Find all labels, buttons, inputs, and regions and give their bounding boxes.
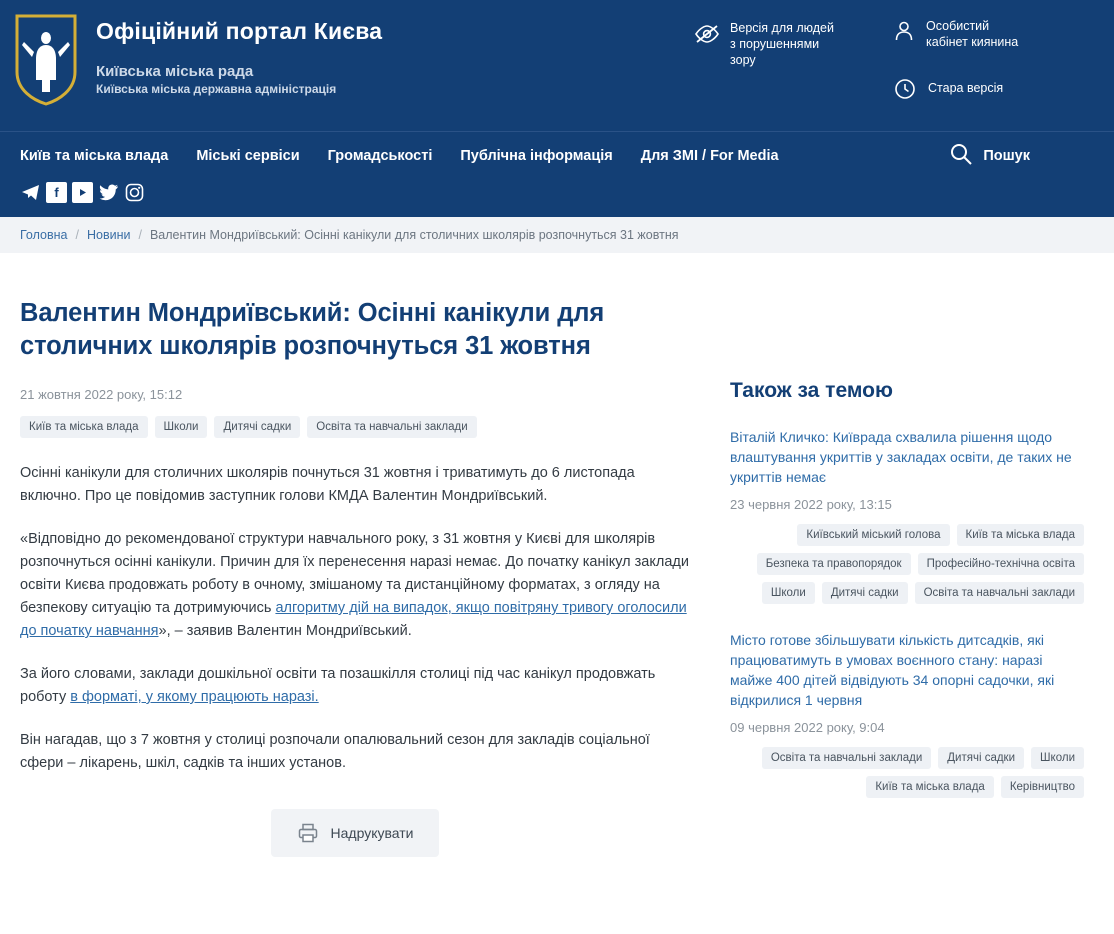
user-icon <box>894 20 914 47</box>
header-account-column <box>894 18 1094 131</box>
kyiv-coat-of-arms-logo[interactable] <box>14 14 78 106</box>
nav-item-public-information[interactable]: Публічна інформація <box>460 148 613 164</box>
paragraph-text: Він нагадав, що з 7 жовтня у столиці розпочали опалювальний сезон для закладів соціальної сфери – лікарень, шкіл, садків та інших установ. <box>20 732 650 771</box>
related-article-tag-list <box>730 747 1084 798</box>
print-row <box>20 809 690 857</box>
search-label: Пошук <box>983 148 1030 164</box>
nav-item-city-services[interactable]: Міські сервіси <box>196 148 300 164</box>
telegram-icon[interactable] <box>20 182 41 203</box>
article-column <box>20 253 720 897</box>
related-sidebar <box>720 253 1084 897</box>
related-article-date: 23 червня 2022 року, 13:15 <box>730 497 892 512</box>
old-version-label: Стара версія <box>928 81 1004 95</box>
twitter-icon[interactable] <box>98 182 119 203</box>
breadcrumb <box>0 217 1114 253</box>
page-content <box>0 253 1114 897</box>
print-button[interactable] <box>271 809 440 857</box>
personal-cabinet-line-2: кабінет киянина <box>926 35 1019 49</box>
related-tag[interactable]: Київський міський голова <box>797 524 949 546</box>
related-tag[interactable]: Дитячі садки <box>938 747 1024 769</box>
social-links <box>0 182 1114 203</box>
eye-slash-icon <box>694 24 720 49</box>
article-paragraph <box>20 462 690 508</box>
sidebar-title: Також за темою <box>730 379 893 402</box>
paragraph-text: За його словами, заклади дошкільної освіти та позашкілля столиці під час канікул продовжать роботу <box>20 666 656 705</box>
search-icon <box>949 142 973 170</box>
site-title-block <box>96 10 382 96</box>
related-tag[interactable]: Школи <box>1031 747 1084 769</box>
breadcrumb-home[interactable]: Головна <box>20 228 68 242</box>
article-paragraph <box>20 528 690 643</box>
main-navigation <box>0 131 1114 217</box>
nav-item-public[interactable]: Громадськості <box>327 148 433 164</box>
article-tag[interactable]: Дитячі садки <box>214 416 300 438</box>
related-tag[interactable]: Освіта та навчальні заклади <box>762 747 931 769</box>
related-article-tag-list <box>730 524 1084 604</box>
nav-item-for-media[interactable]: Для ЗМІ / For Media <box>640 148 779 164</box>
related-article-item <box>730 427 1084 604</box>
related-tag[interactable]: Керівництво <box>1001 776 1084 798</box>
youtube-icon[interactable] <box>72 182 93 203</box>
related-tag[interactable]: Безпека та правопорядок <box>757 553 911 575</box>
facebook-icon[interactable]: f <box>46 182 67 203</box>
personal-cabinet-link[interactable] <box>894 18 1094 50</box>
related-article-title[interactable]: Віталій Кличко: Київрада схвалила рішення щодо влаштування укриттів у закладах освіти, де таких не укриттів немає <box>730 429 1072 485</box>
related-tag[interactable]: Школи <box>762 582 815 604</box>
related-tag[interactable]: Професійно-технічна освіта <box>918 553 1084 575</box>
accessibility-version-link[interactable] <box>694 20 834 68</box>
accessibility-line-2: з порушеннями <box>730 37 820 51</box>
printer-icon <box>297 822 319 844</box>
article-paragraph <box>20 729 690 775</box>
article-paragraph <box>20 663 690 709</box>
related-article-title[interactable]: Місто готове збільшувати кількість дитсадків, які працюватимуть в умовах воєнного стану: наразі майже 400 дітей відвідують 34 опорні садочки, які відкрилися 1 червня <box>730 632 1055 708</box>
print-label: Надрукувати <box>330 825 414 841</box>
article-tag[interactable]: Освіта та навчальні заклади <box>307 416 476 438</box>
breadcrumb-current: Валентин Мондриївський: Осінні канікули для столичних школярів розпочнуться 31 жовтня <box>149 228 679 242</box>
article-tag-list <box>20 416 690 438</box>
site-header <box>0 0 1114 131</box>
related-article-item <box>730 630 1084 798</box>
page-title: Валентин Мондриївський: Осінні канікули для столичних школярів розпочнуться 31 жовтня <box>20 299 605 360</box>
current-format-link[interactable]: в форматі, у якому працюють наразі. <box>70 689 319 705</box>
paragraph-text: Осінні канікули для столичних школярів почнуться 31 жовтня і триватимуть до 6 листопада включно. Про це повідомив заступник голови КМДА Валентин Мондриївський. <box>20 465 635 504</box>
instagram-icon[interactable] <box>124 182 145 203</box>
city-administration-line: Київська міська державна адміністрація <box>96 82 337 96</box>
old-version-link[interactable] <box>894 76 1094 105</box>
clock-history-icon <box>894 78 916 105</box>
accessibility-label <box>730 20 834 68</box>
article-tag[interactable]: Школи <box>155 416 208 438</box>
personal-cabinet-label <box>926 18 1018 50</box>
related-tag[interactable]: Дитячі садки <box>822 582 908 604</box>
accessibility-line-1: Версія для людей <box>730 21 834 35</box>
search-button[interactable] <box>949 142 1030 170</box>
breadcrumb-separator: / <box>138 228 142 242</box>
paragraph-text: », – заявив Валентин Мондриївський. <box>158 623 412 639</box>
article-tag[interactable]: Київ та міська влада <box>20 416 148 438</box>
header-right-tools <box>694 10 1094 131</box>
breadcrumb-separator: / <box>75 228 79 242</box>
article-date: 21 жовтня 2022 року, 15:12 <box>20 387 183 402</box>
air-alarm-algorithm-link[interactable]: алгоритму дій на випадок, якщо повітряну тривогу оголосили до початку навчання <box>20 600 687 639</box>
nav-item-list <box>0 132 1114 180</box>
related-tag[interactable]: Київ та міська влада <box>957 524 1085 546</box>
city-council-line: Київська міська рада <box>96 63 254 80</box>
related-tag[interactable]: Київ та міська влада <box>866 776 994 798</box>
paragraph-text: «Відповідно до рекомендованої структури навчального року, з 31 жовтня у Києві для школярів розпочнуться осінні канікули. Причин для їх перенесення наразі немає. До початку канікул заклади освіти Києва продовжать роботу в очному, змішаному та дистанційному форматах, з огляду на безпекову ситуацію та дотримуючись <box>20 531 689 616</box>
portal-title[interactable]: Офіційний портал Києва <box>96 18 383 44</box>
related-tag[interactable]: Освіта та навчальні заклади <box>915 582 1084 604</box>
accessibility-line-3: зору <box>730 53 756 67</box>
personal-cabinet-line-1: Особистий <box>926 19 990 33</box>
nav-item-kyiv-city-government[interactable]: Київ та міська влада <box>20 148 169 164</box>
breadcrumb-news[interactable]: Новини <box>86 228 131 242</box>
related-article-date: 09 червня 2022 року, 9:04 <box>730 720 885 735</box>
